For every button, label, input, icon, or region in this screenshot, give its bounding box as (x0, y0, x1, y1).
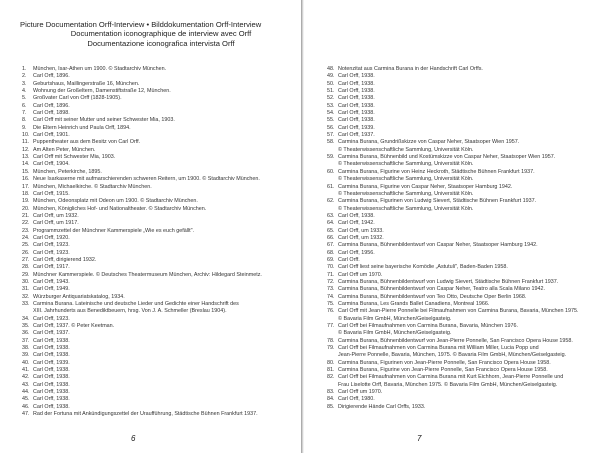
list-item (22, 367, 262, 374)
item-caption: Programmzettel der Münchner Kammerspiele „Wie es euch gefällt". (33, 227, 195, 234)
list-item (22, 228, 262, 235)
item-number: 37. (22, 337, 30, 344)
list-item (327, 125, 579, 132)
item-caption: Carl Orff, 1938. (33, 352, 70, 359)
item-number: 50. (327, 80, 335, 87)
item-number: 81. (327, 367, 335, 374)
list-item (327, 360, 579, 367)
item-number: 26. (22, 249, 30, 256)
item-caption: Carl Orff. (338, 256, 360, 263)
item-number: 82. (327, 374, 335, 381)
list-item (22, 404, 262, 411)
item-caption: Carl Orff, 1923. (33, 242, 70, 249)
item-number: 63. (327, 212, 335, 219)
item-number: 6. (22, 102, 27, 109)
list-item (327, 95, 579, 102)
page-spine (301, 0, 304, 453)
item-number: 3. (22, 80, 27, 87)
item-number: 61. (327, 183, 335, 190)
item-caption: Carl Orff, 1896. (33, 73, 70, 80)
item-caption: Carl Orff, 1938. (338, 110, 375, 117)
list-item (22, 184, 262, 191)
item-number: 55. (327, 117, 335, 124)
list-item (22, 250, 262, 257)
list-item (22, 360, 262, 367)
list-item (327, 250, 579, 257)
list-item (327, 66, 579, 73)
item-number: 19. (22, 198, 30, 205)
item-number: 68. (327, 249, 335, 256)
list-item (327, 132, 579, 139)
list-item (327, 404, 579, 411)
item-caption: Carl Orff, 1904. (33, 161, 70, 168)
item-number: 21. (22, 212, 30, 219)
item-caption-continuation: © Theaterwissenschaftliche Sammlung, Universität Köln. (338, 161, 474, 168)
list-item (327, 228, 579, 235)
item-number: 16. (22, 176, 30, 183)
item-caption-continuation: © Bavaria Film GmbH, München/Geiselgasteig. (338, 330, 452, 337)
item-number: 84. (327, 396, 335, 403)
item-number: 7. (22, 110, 27, 117)
list-item (327, 264, 579, 271)
item-caption-continuation: © Theaterwissenschaftliche Sammlung, Universität Köln. (338, 176, 474, 183)
picture-list-left (22, 66, 262, 419)
item-number: 34. (22, 315, 30, 322)
list-item (22, 330, 262, 337)
list-item (22, 154, 262, 161)
item-caption: Carmina Burana, Les Grands Ballet Canadiens, Montreal 1966. (338, 301, 490, 307)
item-caption: Carl Orff, 1938. (33, 389, 70, 396)
item-caption-continuation: Jean-Pierre Ponnelle, Bavaria, München, 1975. © Bavaria Film GmbH, München/Geiselgasteig. (338, 352, 567, 359)
item-number: 43. (22, 381, 30, 388)
item-number: 76. (327, 308, 335, 315)
right-page (306, 0, 600, 453)
list-item (327, 338, 579, 345)
list-item (327, 88, 579, 95)
page-number: 6 (131, 434, 136, 443)
item-number: 48. (327, 66, 335, 72)
list-item (327, 308, 579, 315)
list-item (327, 198, 579, 205)
item-caption: Carl Orff, 1942. (338, 220, 375, 227)
item-caption: Carl Orff um 1970. (338, 389, 383, 396)
list-item (327, 301, 579, 308)
item-number: 32. (22, 293, 30, 300)
list-item (22, 139, 262, 146)
item-number: 15. (22, 168, 30, 175)
item-number: 72. (327, 278, 335, 285)
item-caption: Carl Orff bei Filmaufnahmen von Carmina Burana mit William Miller, Lucia Popp und (338, 345, 539, 352)
item-number: 54. (327, 110, 335, 117)
item-caption: Neue Isarkaserne mit aufmarschierenden schweren Reitern, um 1900. © Stadtarchiv München. (33, 176, 260, 183)
list-item (22, 323, 262, 330)
list-item (327, 81, 579, 88)
item-number: 40. (22, 359, 30, 366)
list-item (22, 286, 262, 293)
item-caption: Carl Orff, 1938. (33, 403, 70, 410)
item-caption: Carl Orff, 1938. (33, 367, 70, 374)
item-caption: Carmina Burana, Bühnenbildentwurf von Caspar Neher, Staatsoper Hamburg 1942. (338, 242, 538, 249)
item-caption: Carl Orff, 1937. (33, 330, 70, 337)
list-item (327, 272, 579, 279)
list-item (22, 206, 262, 213)
header-title-line-1: Picture Documentation Orff-Interview • Bilddokumentation Orff-Interview (20, 20, 262, 29)
item-number: 79. (327, 345, 335, 352)
item-number: 1. (22, 66, 27, 72)
item-caption: Carl Orff, 1939. (33, 359, 70, 366)
list-item (22, 88, 262, 95)
item-number: 30. (22, 278, 30, 285)
list-item (22, 220, 262, 227)
item-caption-continuation: © Theaterwissenschaftliche Sammlung, Universität Köln. (338, 190, 474, 197)
list-item (22, 147, 262, 154)
item-number: 83. (327, 389, 335, 396)
picture-list-right (327, 66, 579, 411)
item-caption: München, Odeonsplatz mit Odeon um 1900. © Stadtarchiv München. (33, 198, 198, 205)
item-number: 56. (327, 124, 335, 131)
item-caption: Notenzitat aus Carmina Burana in der Handschrift Carl Orffs. (338, 66, 483, 72)
item-caption: Carl Orff, 1938. (338, 88, 375, 95)
item-caption: Die Eltern Heinrich und Paula Orff, 1894. (33, 124, 131, 131)
item-caption: Carl Orff, um 1932. (338, 234, 384, 241)
item-caption: Münchner Kammerspiele. © Deutsches Theatermuseum München, Archiv: Hildegard Steinmetz. (33, 271, 262, 278)
item-caption: Carmina Burana, Grundrißskizze von Caspar Neher, Staatsoper Wien 1957. (338, 139, 520, 146)
list-item (22, 110, 262, 117)
item-number: 29. (22, 271, 30, 278)
list-item (22, 338, 262, 345)
list-item (22, 161, 262, 168)
item-caption: Carl Orff bei Filmaufnahmen von Carmina Burana, Bavaria, München 1976. (338, 323, 518, 330)
item-number: 18. (22, 190, 30, 197)
item-caption: Carmina Burana, Bühnenbildentwurf von Ludwig Sievert, Städtische Bühnen Frankfurt 1937. (338, 278, 559, 285)
item-number: 73. (327, 286, 335, 293)
item-caption: Carl Orff mit Jean-Pierre Ponnelle bei Filmaufnahmen von Carmina Burana, Bavaria, München 1975. (338, 308, 579, 315)
list-item (327, 257, 579, 264)
list-item (22, 81, 262, 88)
item-caption: Carl Orff, 1938. (33, 374, 70, 381)
item-caption: Carl Orff, um 1932. (33, 212, 79, 219)
item-caption: München, Königliches Hof- und Nationaltheater. © Stadtarchiv München. (33, 205, 207, 212)
item-caption-continuation: © Theaterwissenschaftliche Sammlung, Universität Köln. (338, 205, 474, 212)
item-number: 38. (22, 345, 30, 352)
document-header (20, 20, 302, 48)
list-item (327, 110, 579, 117)
list-item (22, 294, 262, 301)
list-item (22, 257, 262, 264)
item-caption: Carl Orff, 1938. (338, 102, 375, 109)
item-caption: Carl Orff, 1938. (33, 337, 70, 344)
item-caption: Carl Orff, 1943. (33, 278, 70, 285)
item-caption: Carmina Burana, Figurinen von Jean-Pierre Ponnelle, San Francisco Opera House 1958. (338, 359, 551, 366)
list-item (327, 103, 579, 110)
item-number: 14. (22, 161, 30, 168)
item-caption: Carl Orff, 1949. (33, 286, 70, 293)
item-number: 12. (22, 146, 30, 153)
item-caption: Geburtshaus, Maillingerstraße 16, München. (33, 80, 140, 87)
item-number: 64. (327, 220, 335, 227)
item-caption: München, Peterkirche, 1895. (33, 168, 102, 175)
item-number: 20. (22, 205, 30, 212)
item-number: 39. (22, 352, 30, 359)
item-number: 11. (22, 139, 30, 146)
item-caption: Carl Orff, um 1933. (338, 227, 384, 234)
item-number: 49. (327, 73, 335, 80)
list-item (327, 396, 579, 403)
item-number: 51. (327, 88, 335, 95)
item-caption-continuation: © Theaterwissenschaftliche Sammlung, Universität Köln. (338, 146, 474, 153)
list-item (327, 220, 579, 227)
item-number: 70. (327, 264, 335, 271)
item-caption: Carl Orff, 1938. (338, 73, 375, 80)
item-caption: Carl Orff um 1970. (338, 271, 383, 278)
item-caption: Carl Orff, um 1917. (33, 220, 79, 227)
list-item (22, 73, 262, 80)
list-item (327, 184, 579, 191)
item-caption: Carl Orff, 1938. (338, 212, 375, 219)
list-item (22, 301, 262, 308)
item-number: 31. (22, 286, 30, 293)
item-caption: Carl Orff, 1923. (33, 249, 70, 256)
list-item (22, 213, 262, 220)
item-number: 71. (327, 271, 335, 278)
item-caption: Carl Orff mit Schwester Mia, 1903. (33, 154, 116, 161)
item-number: 85. (327, 403, 335, 410)
item-caption: Carmina Burana, Bühnenbildentwurf von Caspar Neher, Teatro alla Scala Milano 1942. (338, 286, 545, 293)
item-caption: Rad der Fortuna mit Ankündigungszettel der Uraufführung, Städtische Bühnen Frankfurt 1937. (33, 411, 258, 418)
list-item (22, 132, 262, 139)
list-item (327, 286, 579, 293)
item-number: 77. (327, 323, 335, 330)
item-number: 44. (22, 389, 30, 396)
item-caption: Carl Orff, 1898. (33, 110, 70, 117)
item-caption: Carmina Burana, Bühnenbild und Kostümskizze von Caspar Neher, Staatsoper Wien 1957. (338, 154, 556, 161)
list-item (22, 235, 262, 242)
item-caption: Carmina Burana, Bühnenbildentwurf von Teo Otto, Deutsche Oper Berlin 1968. (338, 293, 527, 300)
list-item (327, 279, 579, 286)
list-item (22, 95, 262, 102)
item-number: 36. (22, 330, 30, 337)
item-caption-continuation: Frau Liselotte Orff, Bavaria, München 1975. © Bavaria Film GmbH, München/Geiselgasteig. (338, 381, 558, 388)
item-number: 23. (22, 227, 30, 234)
item-caption: Carl Orff bei Filmaufnahmen von Carmina Burana mit Kurt Eichhorn, Jean-Pierre Ponnelle und (338, 374, 564, 381)
item-number: 65. (327, 227, 335, 234)
item-caption: Carl Orff, 1937. (338, 132, 375, 139)
item-number: 22. (22, 220, 30, 227)
item-number: 35. (22, 323, 30, 330)
item-caption-continuation: XIII. Jahrhunderts aus Benediktbeuern, hrsg. Von J. A. Schmeller (Breslau 1904). (33, 308, 227, 315)
item-caption: Carl Orff, 1956. (338, 249, 375, 256)
list-item (22, 279, 262, 286)
item-number: 9. (22, 124, 27, 131)
list-item (22, 103, 262, 110)
list-item (327, 235, 579, 242)
item-caption: Carl Orff, 1980. (338, 396, 375, 403)
item-caption: Großvater Carl von Orff (1828-1905). (33, 95, 122, 102)
list-item (327, 367, 579, 374)
item-caption: Carl Orff, 1917. (33, 264, 70, 271)
list-item (327, 73, 579, 80)
item-caption: Carl Orff liest seine bayerische Komödie „Astutuli", Baden-Baden 1958. (338, 264, 508, 271)
item-number: 27. (22, 256, 30, 263)
item-number: 28. (22, 264, 30, 271)
list-item (22, 242, 262, 249)
item-caption: Carl Orff, 1938. (338, 117, 375, 124)
item-caption: Carl Orff, 1915. (33, 190, 70, 197)
list-item (327, 117, 579, 124)
item-number: 53. (327, 102, 335, 109)
item-caption: München, Isar-Athen um 1900. © Stadtarchiv München. (33, 66, 167, 72)
list-item (22, 264, 262, 271)
item-number: 59. (327, 154, 335, 161)
list-item (22, 396, 262, 403)
list-item (22, 66, 262, 73)
item-caption: Am Alten Peter, München. (33, 146, 96, 153)
item-caption: Carmina Burana, Bühnenbildentwurf von Jean-Pierre Ponnelle, San Francisco Opera House 1958. (338, 337, 573, 344)
item-number: 58. (327, 139, 335, 146)
item-number: 45. (22, 396, 30, 403)
list-item (22, 345, 262, 352)
item-number: 80. (327, 359, 335, 366)
item-caption: Carl Orff, 1938. (338, 95, 375, 102)
item-number: 66. (327, 234, 335, 241)
list-item (22, 272, 262, 279)
list-item (327, 374, 579, 381)
item-caption: Carl Orff, 1896. (33, 102, 70, 109)
list-item (327, 139, 579, 146)
item-number: 74. (327, 293, 335, 300)
item-number: 46. (22, 403, 30, 410)
list-item (22, 198, 262, 205)
item-number: 8. (22, 117, 27, 124)
item-caption: Carmina Burana, Figurine von Heinz Heckroth, Städtische Bühnen Frankfurt 1937. (338, 168, 535, 175)
header-title-line-3: Documentazione iconografica intervista Orff (87, 38, 235, 48)
item-caption: Carmina Burana, Figurine von Jean-Pierre Ponnelle, San Francisco Opera House 1958. (338, 367, 548, 374)
item-caption: München, Michaelkirche. © Stadtarchiv München. (33, 183, 152, 190)
item-caption: Carl Orff, 1923. (33, 315, 70, 322)
item-caption: Würzburger Antiquariatskatalog, 1934. (33, 293, 125, 300)
item-caption: Dirigierende Hände Carl Orffs, 1933. (338, 403, 426, 410)
item-number: 24. (22, 234, 30, 241)
item-number: 10. (22, 132, 30, 139)
item-number: 42. (22, 374, 30, 381)
item-caption: Carl Orff, 1938. (33, 381, 70, 388)
page-number: 7 (417, 434, 422, 443)
item-number: 57. (327, 132, 335, 139)
item-number: 67. (327, 242, 335, 249)
list-item (22, 389, 262, 396)
item-caption: Carl Orff, 1901. (33, 132, 70, 139)
item-caption: Carmina Burana, Figurinen von Ludwig Sievert, Städtische Bühnen Frankfurt 1937. (338, 198, 537, 205)
item-caption: Carl Orff, 1939. (338, 124, 375, 131)
header-title-line-2: Documentation iconographique de interview avec Orff (70, 29, 252, 39)
item-number: 41. (22, 367, 30, 374)
item-number: 60. (327, 168, 335, 175)
list-item (327, 242, 579, 249)
item-number: 62. (327, 198, 335, 205)
list-item (22, 352, 262, 359)
item-caption: Carl Orff, 1920. (33, 234, 70, 241)
item-caption: Carl Orff mit seiner Mutter und seiner Schwester Mia, 1903. (33, 117, 175, 124)
item-number: 4. (22, 88, 27, 95)
item-caption: Wohnung der Großeltern, Damenstiftstraße 12, München. (33, 88, 171, 95)
item-caption: Carl Orff, 1938. (33, 396, 70, 403)
item-number: 17. (22, 183, 30, 190)
item-caption: Carl Orff, 1937. © Peter Keetman. (33, 323, 115, 330)
item-number: 5. (22, 95, 27, 102)
item-number: 47. (22, 411, 30, 418)
item-caption: Carmina Burana. Lateinische und deutsche Lieder und Gedichte einer Handschrift des (33, 301, 239, 307)
item-number: 33. (22, 301, 30, 307)
item-number: 75. (327, 301, 335, 307)
item-caption: Carl Orff, 1938. (338, 80, 375, 87)
list-item (22, 316, 262, 323)
item-caption: Carl Orff, dirigierend 1932. (33, 256, 97, 263)
item-caption: Carl Orff, 1938. (33, 345, 70, 352)
list-item (22, 374, 262, 381)
list-item (327, 294, 579, 301)
item-number: 25. (22, 242, 30, 249)
item-number: 78. (327, 337, 335, 344)
item-number: 2. (22, 73, 27, 80)
list-item (22, 117, 262, 124)
list-item (327, 213, 579, 220)
list-item (327, 389, 579, 396)
item-caption-continuation: © Bavaria Film GmbH, München/Geiselgasteig. (338, 315, 452, 322)
item-number: 69. (327, 256, 335, 263)
list-item (22, 382, 262, 389)
item-caption: Carmina Burana, Figurine von Caspar Neher, Staatsoper Hamburg 1942. (338, 183, 513, 190)
list-item (22, 176, 262, 183)
item-number: 13. (22, 154, 30, 161)
item-number: 52. (327, 95, 335, 102)
list-item (22, 411, 262, 418)
item-caption: Puppentheater aus dem Besitz von Carl Orff. (33, 139, 141, 146)
list-item (22, 125, 262, 132)
